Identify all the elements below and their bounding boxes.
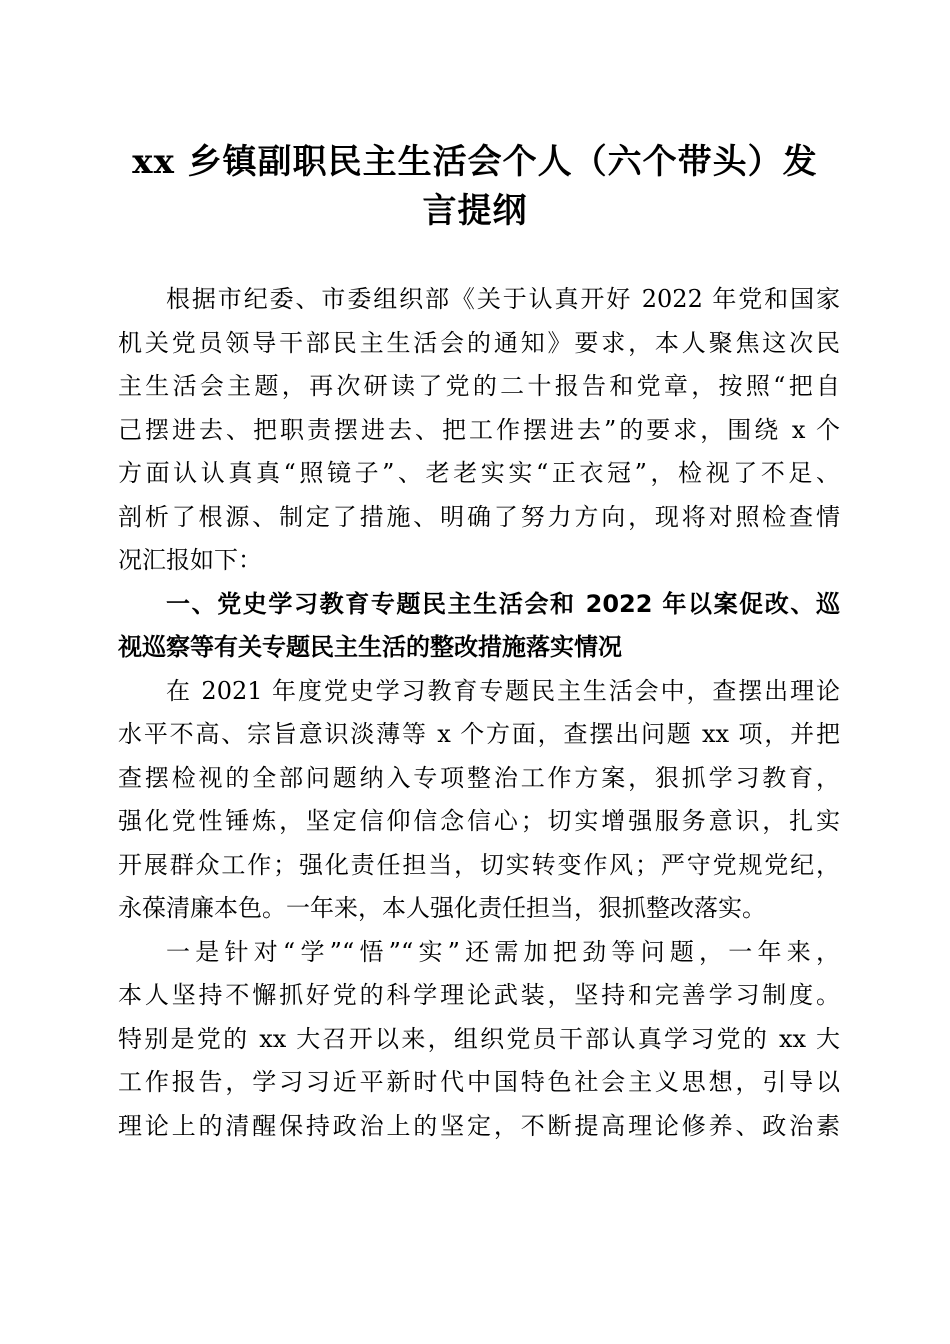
paragraph-rectification	[118, 670, 840, 931]
text-line: 根据市纪委、市委组织部《关于认真开好 2022 年党和国家	[166, 285, 840, 313]
document-body	[118, 278, 840, 1148]
paragraph-study	[118, 931, 840, 1149]
text-line: 己摆进去、把职责摆进去、把工作摆进去”的要求，围绕 x 个	[118, 415, 840, 444]
section-heading	[118, 583, 840, 670]
text-line: 一是针对“学”“悟”“实”还需加把劲等问题，一年来，	[166, 937, 840, 966]
text-line: 永葆清廉本色。一年来，本人强化责任担当，狠抓整改落实。	[118, 894, 766, 922]
text-line: 工作报告，学习习近平新时代中国特色社会主义思想，引导以	[118, 1068, 840, 1096]
text-line: 理论上的清醒保持政治上的坚定，不断提高理论修养、政治素	[118, 1111, 840, 1140]
text-line: 水平不高、宗旨意识淡薄等 x 个方面，查摆出问题 xx 项，并把	[118, 720, 840, 748]
text-line: 剖析了根源、制定了措施、明确了努力方向，现将对照检查情	[118, 502, 840, 531]
text-line: 况汇报如下：	[118, 546, 262, 574]
text-line: 查摆检视的全部问题纳入专项整治工作方案，狠抓学习教育，	[118, 763, 840, 792]
document-title	[100, 138, 850, 236]
text-line: 开展群众工作；强化责任担当，切实转变作风；严守党规党纪，	[118, 850, 840, 879]
text-line: 特别是党的 xx 大召开以来，组织党员干部认真学习党的 xx 大	[118, 1024, 840, 1053]
heading-line: 一、党史学习教育专题民主生活会和 2022 年以案促改、巡	[166, 589, 840, 618]
title-line: xx 乡镇副职民主生活会个人（六个带头）发	[132, 142, 818, 182]
text-line: 在 2021 年度党史学习教育专题民主生活会中，查摆出理论	[166, 676, 840, 705]
paragraph-intro	[118, 278, 840, 583]
text-line: 机关党员领导干部民主生活会的通知》要求，本人聚焦这次民	[118, 328, 840, 357]
heading-line: 视巡察等有关专题民主生活的整改措施落实情况	[118, 633, 622, 661]
text-line: 方面认认真真“照镜子”、老老实实“正衣冠”，检视了不足、	[118, 459, 840, 487]
title-line: 言提纲	[422, 191, 528, 231]
text-line: 本人坚持不懈抓好党的科学理论武装，坚持和完善学习制度。	[118, 981, 840, 1009]
text-line: 强化党性锤炼，坚定信仰信念信心；切实增强服务意识，扎实	[118, 807, 840, 835]
text-line: 主生活会主题，再次研读了党的二十报告和党章，按照“把自	[118, 372, 840, 400]
